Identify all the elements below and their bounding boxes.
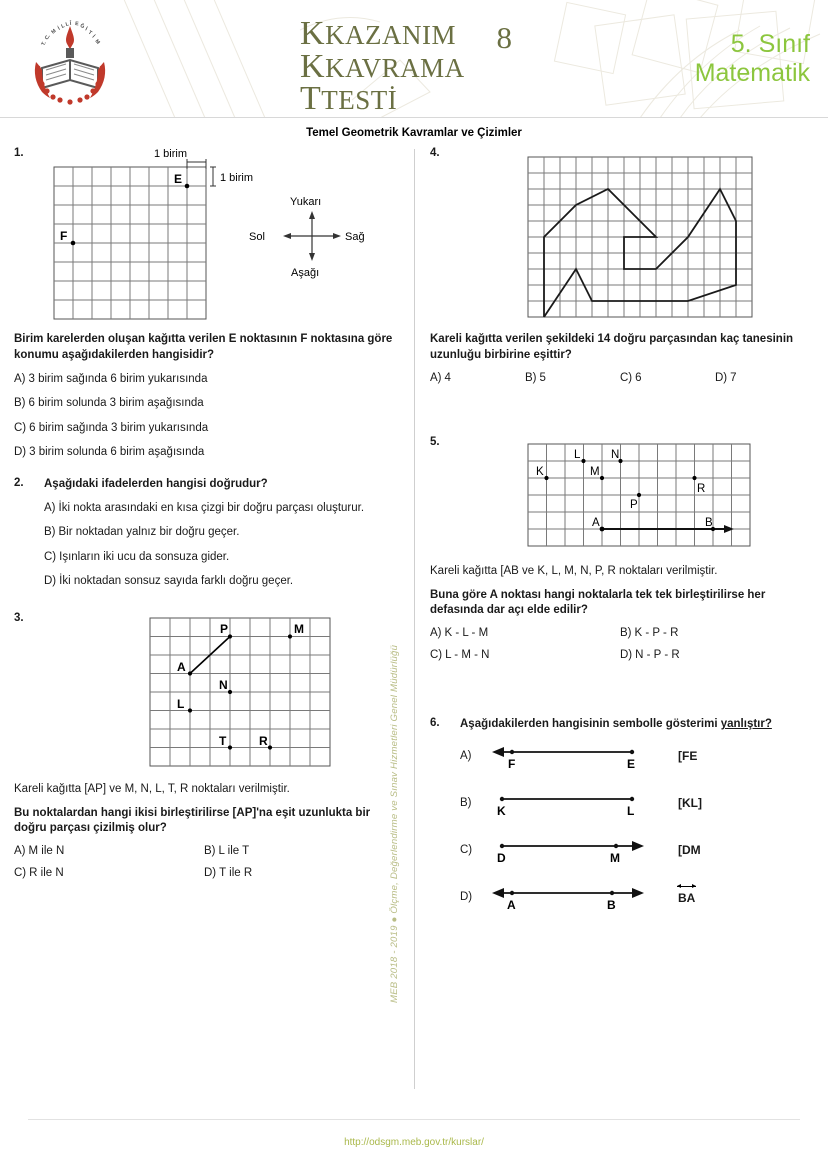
question-3-figure [14,612,394,772]
svg-text:N: N [219,677,228,692]
page-footer [0,1093,828,1171]
option-5d-letter: D) [620,649,633,662]
option-4d-letter: D) [715,371,728,384]
svg-text:F: F [60,229,68,243]
notation-d-overline-arrow [678,889,695,905]
option-5d[interactable] [620,649,810,661]
header-divider [0,117,828,118]
option-5a-letter: A) [430,627,442,640]
notation-b-letter: B) [460,797,472,810]
question-4-figure [430,147,810,322]
notation-a-figure [484,741,654,771]
notation-d-symbol [678,889,695,905]
notation-b-right-label: L [627,804,635,819]
svg-text:L: L [65,21,70,28]
svg-text:N: N [611,448,620,461]
svg-text:E: E [74,21,79,28]
option-5c-text: L - M - N [445,649,490,662]
test-title-line2: KKAVRAMA [300,47,465,85]
svg-text:C.: C. [43,33,52,42]
grade-subject-block [695,30,810,88]
svg-text:A: A [592,516,600,529]
svg-text:Î: Î [69,20,72,27]
option-1b[interactable] [14,396,394,412]
option-3a-text: M ile N [28,845,65,858]
svg-text:M: M [590,465,600,478]
option-5d-text: N - P - R [635,649,680,662]
worksheet-content [0,145,828,1100]
option-3c-letter: C) [14,867,27,880]
svg-text:İ: İ [57,25,62,32]
notation-b-left-label: K [497,804,506,819]
option-2c-letter: C) [44,550,57,563]
svg-text:T: T [86,29,93,37]
option-5b-letter: B) [620,627,632,640]
svg-text:M: M [50,28,58,36]
compass-down-label: Aşağı [291,267,320,279]
point-F-marker [71,241,76,246]
option-2c-text: Işınların iki ucu da sonsuza gider. [59,550,230,563]
question-1 [14,147,394,461]
question-3-intro: Kareli kağıtta [AP] ve M, N, L, T, R noktaları verilmiştir. [14,782,290,795]
option-4b[interactable] [525,372,620,384]
question-2 [14,477,394,590]
svg-text:A: A [177,659,186,674]
notation-a-symbol: [FE [678,749,698,764]
grade-label: 5. Sınıf [730,30,810,58]
option-1c-letter: C) [14,421,27,434]
svg-text:Ğ: Ğ [79,23,85,31]
option-2a-letter: A) [44,501,56,514]
option-1a-text: 3 birim sağında 6 birim yukarısında [28,372,208,385]
question-4-stem: Kareli kağıtta verilen şekildeki 14 doğru parçasından kaç tanesinin uzunluğu birbirine eşittir? [430,333,794,361]
option-3d-text: T ile R [219,867,253,880]
option-2d[interactable] [44,574,394,590]
notation-option-b[interactable] [460,788,810,818]
option-1a-letter: A) [14,372,26,385]
question-5-options [430,627,810,671]
footer-url[interactable]: http://odsgm.meb.gov.tr/kurslar/ [344,1137,484,1148]
question-1-number: 1. [14,147,24,159]
notation-a-left-label: F [508,757,516,772]
question-1-figure [14,147,394,322]
option-4a-text: 4 [444,371,451,384]
question-6-stem-part1: Aşağıdakilerden hangisinin sembolle gösterimi [460,718,721,731]
question-6-number: 6. [430,717,440,730]
compass-left-label: Sol [249,231,265,243]
option-3b-text: L ile T [218,845,250,858]
option-3c-text: R ile N [29,867,64,880]
option-2b-text: Bir noktadan yalnız bir doğru geçer. [58,526,240,539]
right-arrowhead-icon [632,841,644,851]
test-title-block [300,15,550,118]
question-2-options [44,501,394,590]
right-column [430,145,810,929]
notation-c-left-label: D [497,851,506,866]
test-title-line1: KKAZANIM [300,15,457,52]
question-4-options [430,372,810,388]
option-4d[interactable] [715,372,810,384]
question-5-intro: Kareli kağıtta [AB ve K, L, M, N, P, R noktaları verilmiştir. [430,564,718,577]
svg-text:L: L [574,448,581,461]
option-2b-letter: B) [44,526,56,539]
option-4a-letter: A) [430,371,442,384]
left-arrowhead-icon [492,747,504,757]
option-3a[interactable] [14,845,204,857]
option-1a[interactable] [14,372,394,388]
option-3d[interactable] [204,867,394,879]
sidebar-credit: MEB 2018 - 2019 ● Ölçme, Değerlendirme ve Sınav Hizmetleri Genel Müdürlüğü [389,644,400,1003]
option-2d-text: İki noktadan sonsuz sayıda farklı doğru geçer. [59,575,294,588]
option-1c[interactable] [14,421,394,437]
svg-text:K: K [536,465,544,478]
svg-text:İ: İ [84,26,89,33]
svg-text:L: L [177,696,185,711]
option-4d-text: 7 [730,371,737,384]
option-1d[interactable] [14,445,394,461]
option-5c[interactable] [430,649,620,661]
question-6-stem-underlined: yanlıştır? [720,718,772,731]
option-4c-letter: C) [620,371,633,384]
notation-d-letter: D) [460,891,473,904]
option-1d-letter: D) [14,446,27,459]
subject-label: Matematik [694,59,810,87]
svg-text:R: R [259,733,268,748]
option-3b-letter: B) [204,845,216,858]
question-3-number: 3. [14,611,24,624]
option-4c-text: 6 [635,371,642,384]
svg-text:T: T [219,733,227,748]
question-3 [14,612,394,890]
option-3a-letter: A) [14,845,26,858]
question-5-figure [430,436,810,554]
section-title: Temel Geometrik Kavramlar ve Çizimler [306,127,522,139]
option-3d-letter: D) [204,867,217,880]
option-5c-letter: C) [430,649,443,662]
notation-d-right-label: B [607,898,616,913]
notation-option-a[interactable] [460,741,810,771]
ray-arrowhead [724,525,734,533]
notation-option-c[interactable] [460,835,810,865]
option-3b[interactable] [204,845,394,857]
notation-d-figure [484,882,654,912]
notation-c-letter: C) [460,844,473,857]
svg-text:M: M [294,621,304,636]
notation-a-right-label: E [627,757,636,772]
svg-text:E: E [174,172,183,186]
svg-text:M: M [93,38,101,46]
test-title-line3: TTESTİ [300,80,398,118]
notation-b-symbol: [KL] [678,796,702,811]
notation-d-left-label: A [507,898,516,913]
question-1-stem: Birim karelerden oluşan kağıtta verilen E noktasının F noktasına göre konumu aşağıdakilerden hangisidir? [14,333,393,361]
notation-c-right-label: M [610,851,620,866]
question-5 [430,436,810,672]
option-1b-text: 6 birim solunda 3 birim aşağısında [28,397,204,410]
notation-c-figure [484,835,654,865]
option-5b-text: K - P - R [634,627,679,640]
svg-text:B: B [705,516,713,529]
option-4c[interactable] [620,372,715,384]
question-2-number: 2. [14,476,24,489]
point-E-marker [185,184,190,189]
option-4a[interactable] [430,372,525,384]
svg-text:T.: T. [40,40,48,47]
option-1d-text: 3 birim solunda 6 birim aşağısında [29,446,205,459]
option-2c[interactable] [44,550,394,566]
notation-a-letter: A) [460,750,472,763]
question-4 [430,147,810,388]
option-2a[interactable] [44,501,394,517]
notation-c-symbol: [DM [678,843,701,858]
left-arrowhead-icon [492,888,504,898]
svg-text:P: P [630,498,638,511]
svg-text:İ: İ [90,34,96,40]
option-2b[interactable] [44,525,394,541]
notation-option-d[interactable] [460,882,810,912]
compass-right-label: Sağ [345,231,365,243]
option-2a-text: İki nokta arasındaki en kısa çizgi bir doğru parçası oluşturur. [58,501,365,514]
unit-label-side: 1 birim [220,172,254,184]
option-4b-letter: B) [525,371,537,384]
question-3-options [14,845,394,889]
notation-d-symbol-text: BA [678,891,696,906]
left-column [14,145,394,895]
test-number: 8 [496,20,512,55]
svg-text:R: R [697,482,706,495]
question-3-stem: Bu noktalardan hangi ikisi birleştirilirse [AP]'na eşit uzunlukta bir doğru parçası çizilmiş olur? [14,806,371,835]
meb-logo [22,12,118,108]
svg-text:L: L [60,23,66,30]
footer-divider [28,1119,800,1120]
page-header [0,0,828,118]
unit-label-top: 1 birim [154,148,188,160]
column-divider [414,149,415,1089]
option-3c[interactable] [14,867,204,879]
question-6 [430,717,810,912]
compass-up-label: Yukarı [290,196,322,208]
option-5a-text: K - L - M [444,627,489,640]
option-1c-text: 6 birim sağında 3 birim yukarısında [29,421,209,434]
question-2-stem: Aşağıdaki ifadelerden hangisi doğrudur? [44,477,268,490]
question-6-stem [460,717,810,733]
question-5-stem: Buna göre A noktası hangi noktalarla tek tek birleştirilirse her defasında dar açı elde edilir? [430,588,766,617]
option-4b-text: 5 [539,371,546,384]
question-1-options [14,372,394,461]
notation-b-figure [484,788,654,818]
option-5b[interactable] [620,627,810,639]
option-1b-letter: B) [14,397,26,410]
svg-text:P: P [220,621,229,636]
question-5-number: 5. [430,435,440,448]
option-2d-letter: D) [44,575,57,588]
right-arrowhead-icon [632,888,644,898]
question-4-number: 4. [430,147,440,159]
option-5a[interactable] [430,627,620,639]
